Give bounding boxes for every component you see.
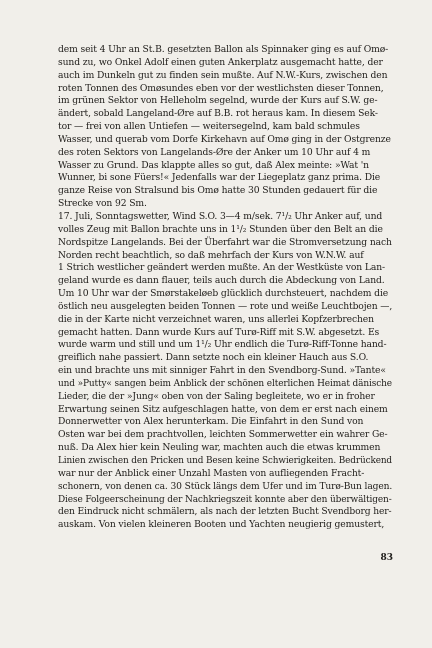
text-line: die in der Karte nicht verzeichnet waren, uns allerlei Kopfzerbrechen <box>58 313 374 325</box>
text-line: Wasser, und querab vom Dorfe Kirkehavn auf Omø ging in der Ostgrenze <box>58 133 391 145</box>
text-line: und »Putty« sangen beim Anblick der schönen elterlichen Heimat dänische <box>58 377 392 389</box>
text-line: ändert, sobald Langeland-Øre auf B.B. rot heraus kam. In diesem Sek- <box>58 108 378 120</box>
page-number: 83 <box>380 553 393 563</box>
text-line: auch im Dunkeln gut zu finden sein mußte. Auf N.W.-Kurs, zwischen den <box>58 69 388 81</box>
text-line: Wunner, bi sone Füers!« Jedenfalls war der Liegeplatz ganz prima. Die <box>58 172 381 184</box>
body-text <box>58 44 392 532</box>
text-line: Erwartung seinen Sitz aufgeschlagen hatte, von dem er erst nach einem <box>58 403 388 415</box>
text-line: ein und brachte uns mit sinniger Fahrt in den Svendborg-Sund. »Tante« <box>58 365 386 377</box>
text-line: Diese Folgeerscheinung der Nachkriegszeit konnte aber den überwältigen- <box>58 493 392 505</box>
text-line: Donnerwetter von Alex herunterkam. Die Einfahrt in den Sund von <box>58 416 364 428</box>
text-line: 1 Strich westlicher geändert werden mußte. An der Westküste von Lan- <box>58 262 385 274</box>
text-line: ganze Reise von Stralsund bis Omø hatte 30 Stunden gedauert für die <box>58 185 378 197</box>
text-line: wurde warm und still und um 1¹/₂ Uhr endlich die Turø-Riff-Tonne hand- <box>58 339 387 351</box>
text-line: geland wurde es dann flauer, teils auch durch die Abdeckung von Land. <box>58 275 385 287</box>
text-line: gemacht hatten. Dann wurde Kurs auf Turø-Riff mit S.W. abgesetzt. Es <box>58 326 380 338</box>
text-line: greiflich nahe passiert. Dann setzte noch ein kleiner Hauch aus S.O. <box>58 352 369 364</box>
text-line: Wasser zu Grund. Das klappte alles so gut, daß Alex meinte: »Wat 'n <box>58 159 369 171</box>
text-line: Linien zwischen den Pricken und Besen keine Schwierigkeiten. Bedrückend <box>58 455 392 466</box>
text-line: sund zu, wo Onkel Adolf einen guten Ankerplatz ausgemacht hatte, der <box>58 56 383 68</box>
text-line: den Eindruck nicht schmälern, als nach der letzten Bucht Svendborg her- <box>58 506 392 518</box>
text-line: tor — frei von allen Untiefen — weitersegelnd, kam bald schmules <box>58 121 360 133</box>
text-line: im grünen Sektor von Helleholm segelnd, wurde der Kurs auf S.W. ge- <box>58 95 378 107</box>
text-line: Um 10 Uhr war der Smørstakeløeb glücklich durchsteuert, nachdem die <box>58 288 389 300</box>
text-line: Strecke von 92 Sm. <box>58 198 147 210</box>
text-line: östlich neu ausgelegten beiden Tonnen — rote und weiße Leuchtbojen —, <box>58 300 393 312</box>
text-line: Lieder, die der »Jung« oben von der Saling begleitete, wo er in froher <box>58 390 375 402</box>
text-line: des roten Sektors von Langelands-Øre der Anker um 10 Uhr auf 4 m <box>58 146 371 158</box>
text-line: Nordspitze Langelands. Bei der Überfahrt war die Stromversetzung nach <box>58 236 392 248</box>
text-line: roten Tonnen des Omøsundes eben vor der westlichsten dieser Tonnen, <box>58 82 384 94</box>
text-line: war nur der Anblick einer Unzahl Masten von aufliegenden Fracht- <box>58 467 365 479</box>
text-line: Osten war bei dem prachtvollen, leichten Sommerwetter ein wahrer Ge- <box>58 429 388 441</box>
text-line: auskam. Von vielen kleineren Booten und Yachten neugierig gemustert, <box>58 519 385 531</box>
text-line: volles Zeug mit Ballon brachte uns in 1¹/₂ Stunden über den Belt an die <box>58 223 383 235</box>
text-line: Norden recht beachtlich, so daß mehrfach der Kurs von W.N.W. auf <box>58 249 364 261</box>
text-line: dem seit 4 Uhr an St.B. gesetzten Ballon als Spinnaker ging es auf Omø- <box>58 44 389 55</box>
text-line: nuß. Da Alex hier kein Neuling war, machten auch die etwas krummen <box>58 442 381 454</box>
text-line: schonern, von denen ca. 30 Stück längs dem Ufer und im Turø-Bun lagen. <box>58 480 393 492</box>
text-line: 17. Juli, Sonntagswetter, Wind S.O. 3—4 m/sek. 7¹/₂ Uhr Anker auf, und <box>58 210 383 222</box>
